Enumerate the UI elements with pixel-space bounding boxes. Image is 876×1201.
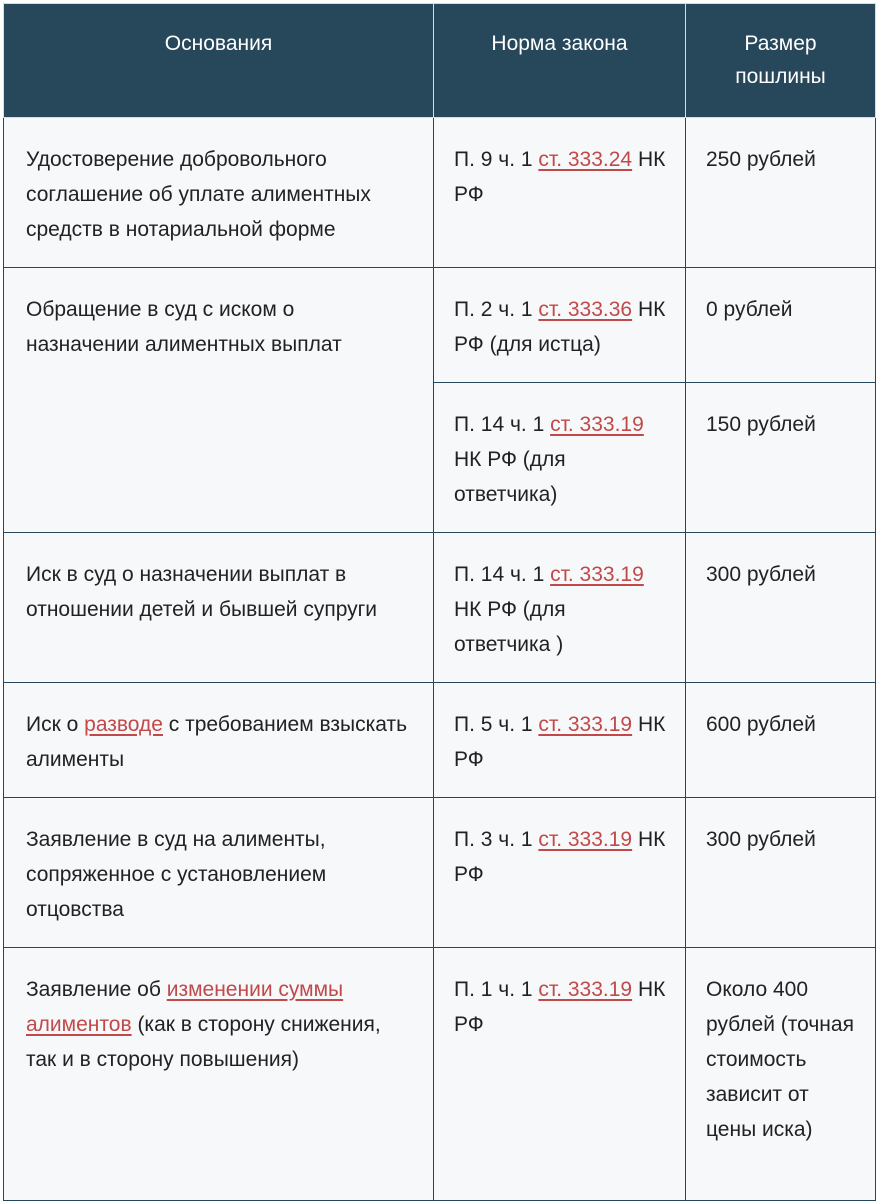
basis-prefix: Заявление об: [26, 978, 167, 1001]
norm-suffix: НК РФ: [454, 148, 666, 206]
norm-prefix: П. 3 ч. 1: [454, 828, 539, 851]
norm-prefix: П. 2 ч. 1: [454, 298, 539, 321]
table-row: [4, 798, 876, 948]
norm-suffix: НК РФ (для истца): [454, 298, 666, 356]
fee-cell: 250 рублей: [686, 118, 876, 268]
fee-cell: 300 рублей: [686, 798, 876, 948]
fee-cell: 600 рублей: [686, 683, 876, 798]
basis-prefix: Иск о: [26, 713, 85, 736]
fee-cell: 150 рублей: [686, 383, 876, 533]
fee-cell: 300 рублей: [686, 533, 876, 683]
table-row: [4, 683, 876, 798]
table-row: [4, 118, 876, 268]
header-norm: Норма закона: [434, 4, 686, 118]
norm-cell: [434, 948, 686, 1201]
norm-prefix: П. 14 ч. 1: [454, 413, 551, 436]
law-article-link[interactable]: ст. 333.19: [538, 713, 633, 736]
basis-cell: [4, 683, 434, 798]
divorce-link[interactable]: разводе: [84, 713, 163, 736]
norm-prefix: П. 1 ч. 1: [454, 978, 539, 1001]
table-header-row: [4, 4, 876, 118]
basis-cell: Иск в суд о назначении выплат в отношении детей и бывшей супруги: [4, 533, 434, 683]
basis-cell: Обращение в суд с иском о назначении алиментных выплат: [4, 268, 434, 533]
norm-suffix: НК РФ (для ответчика ): [454, 598, 566, 656]
basis-cell: Заявление в суд на алименты, сопряженное с установлением отцовства: [4, 798, 434, 948]
norm-suffix: НК РФ (для ответчика): [454, 448, 566, 506]
norm-cell: [434, 118, 686, 268]
norm-suffix: НК РФ: [454, 978, 666, 1036]
fee-cell: 0 рублей: [686, 268, 876, 383]
alimony-change-link[interactable]: изменении суммы алиментов: [26, 978, 344, 1036]
norm-cell: [434, 683, 686, 798]
norm-cell: [434, 268, 686, 383]
fee-table: [3, 3, 876, 1201]
law-article-link[interactable]: ст. 333.24: [538, 148, 633, 171]
norm-cell: [434, 798, 686, 948]
basis-suffix: (как в сторону снижения, так и в сторону повышения): [26, 1013, 381, 1071]
table-row: [4, 268, 876, 383]
norm-cell: [434, 383, 686, 533]
norm-prefix: П. 5 ч. 1: [454, 713, 539, 736]
basis-cell: [4, 948, 434, 1201]
fee-cell: Около 400 рублей (точная стоимость зависит от цены иска): [686, 948, 876, 1201]
basis-cell: Удостоверение добровольного соглашение об уплате алиментных средств в нотариальной форме: [4, 118, 434, 268]
basis-suffix: с требованием взыскать алименты: [26, 713, 408, 771]
norm-cell: [434, 533, 686, 683]
law-article-link[interactable]: ст. 333.19: [550, 413, 644, 436]
law-article-link[interactable]: ст. 333.19: [538, 978, 633, 1001]
law-article-link[interactable]: ст. 333.19: [538, 828, 633, 851]
header-basis: Основания: [4, 4, 434, 118]
norm-prefix: П. 9 ч. 1: [454, 148, 539, 171]
norm-suffix: НК РФ: [454, 713, 666, 771]
law-article-link[interactable]: ст. 333.19: [550, 563, 644, 586]
header-fee: Размер пошлины: [686, 4, 876, 118]
table-row: [4, 948, 876, 1201]
norm-suffix: НК РФ: [454, 828, 666, 886]
law-article-link[interactable]: ст. 333.36: [538, 298, 633, 321]
norm-prefix: П. 14 ч. 1: [454, 563, 551, 586]
table-row: [4, 533, 876, 683]
